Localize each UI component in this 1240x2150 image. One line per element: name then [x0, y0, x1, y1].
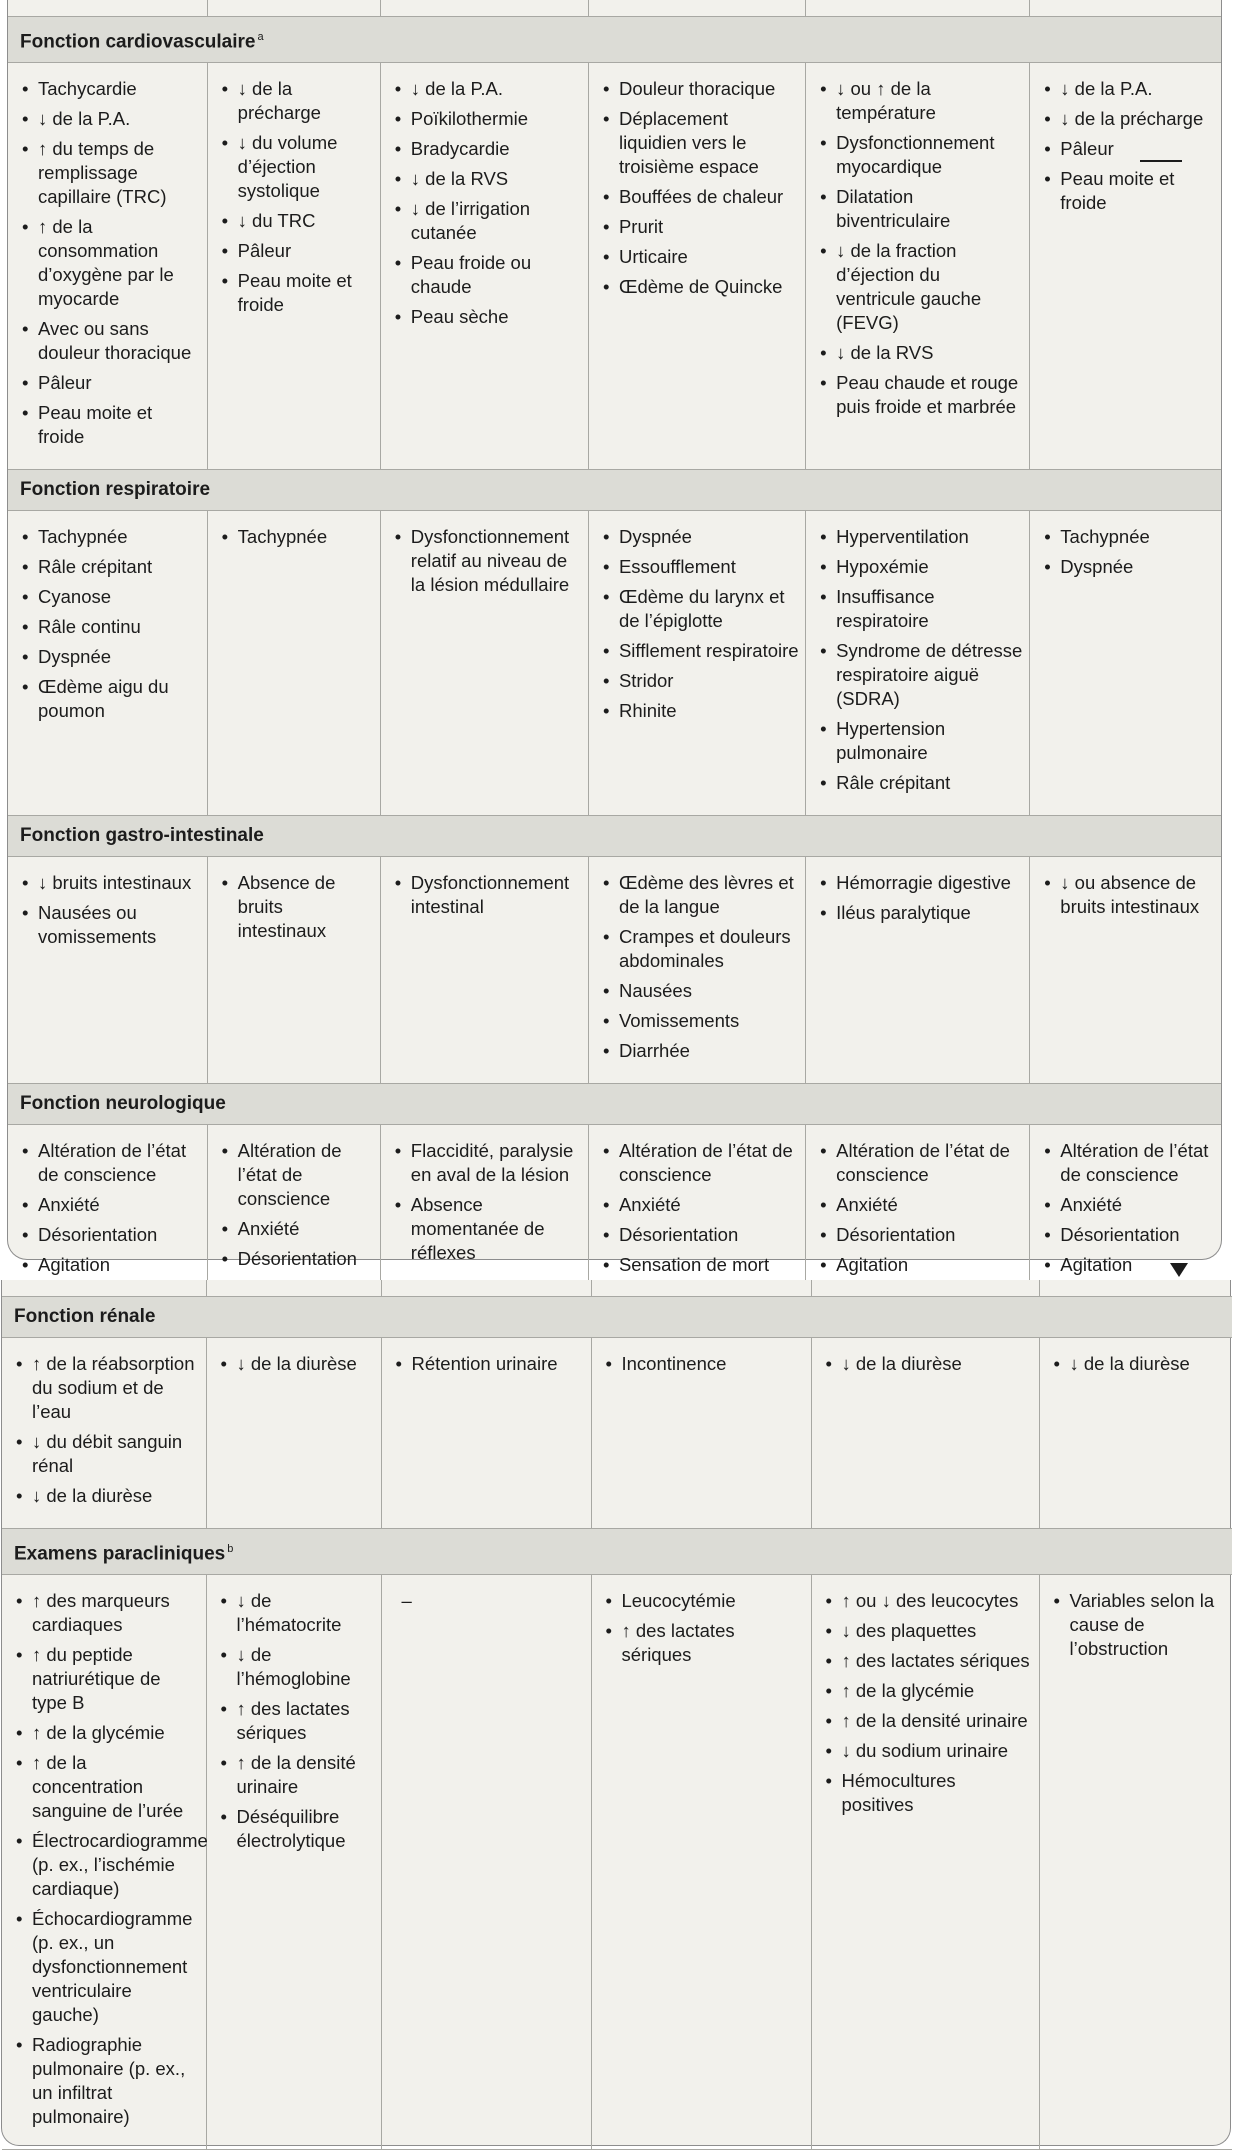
list-item: • Peau moite et froide [20, 401, 201, 449]
list-item: • Essoufflement [601, 555, 799, 579]
cell-renal-col-3 [381, 1338, 591, 1529]
list-item: • Incontinence [604, 1352, 805, 1376]
section-title: Fonction cardiovasculaire [20, 31, 256, 53]
bullet-list [818, 1139, 1023, 1277]
cell-gi-col-6 [1030, 857, 1221, 1084]
bullet-list [604, 1352, 805, 1376]
list-item: • ↓ du TRC [220, 209, 374, 233]
cell-resp-col-5 [806, 511, 1030, 816]
list-item: • ↓ de la diurèse [1052, 1352, 1227, 1376]
list-item: • Anxiété [1042, 1193, 1215, 1217]
list-item: • Hémorragie digestive [818, 871, 1023, 895]
table-part-1 [7, 0, 1222, 1276]
list-item: • Désorientation [818, 1223, 1023, 1247]
list-item: • Agitation [818, 1253, 1023, 1277]
list-item: • Œdème aigu du poumon [20, 675, 201, 723]
list-item: • Anxiété [220, 1217, 374, 1241]
list-item: • Cyanose [20, 585, 201, 609]
list-item: • Peau moite et froide [220, 269, 374, 317]
list-item: • ↓ bruits intestinaux [20, 871, 201, 895]
bullet-list [1042, 1139, 1215, 1277]
bullet-list [220, 871, 374, 943]
bullet-list [818, 525, 1023, 795]
list-item: • ↓ de la P.A. [393, 77, 582, 101]
list-item: • Tachycardie [20, 77, 201, 101]
cell-exams-col-3 [381, 1575, 591, 2150]
cell-cardio-col-5 [806, 63, 1030, 470]
cell-gi-col-3 [380, 857, 588, 1084]
row-resp [8, 511, 1221, 816]
bullet-list [1042, 77, 1215, 215]
list-item: • Anxiété [601, 1193, 799, 1217]
list-item: • Stridor [601, 669, 799, 693]
list-item: • Hémocultures positives [824, 1769, 1033, 1817]
list-item: • Bradycardie [393, 137, 582, 161]
bullet-list [220, 1139, 374, 1301]
shock-signs-table-top [8, 0, 1221, 1352]
list-item: • Dysfonctionnement myocardique [818, 131, 1023, 179]
bullet-list [818, 77, 1023, 419]
row-renal [2, 1338, 1232, 1529]
list-item: • Désorientation [1042, 1223, 1215, 1247]
footnote-marker: a [257, 31, 264, 43]
cell-exams-col-1 [2, 1575, 206, 2150]
bullet-list [604, 1589, 805, 1667]
section-title: Fonction gastro-intestinale [20, 825, 264, 847]
cell-renal-col-6 [1039, 1338, 1232, 1529]
list-item: • Agitation [1042, 1253, 1215, 1277]
list-item: • Leucocytémie [604, 1589, 805, 1613]
list-item: • Absence de bruits intestinaux [220, 871, 374, 943]
shock-signs-table-bottom [2, 1280, 1232, 2150]
cell-resp-col-4 [588, 511, 805, 816]
list-item: • ↓ de la RVS [393, 167, 582, 191]
bullet-list [393, 1139, 582, 1265]
cell-gi-col-1 [8, 857, 207, 1084]
cell-renal-col-1 [2, 1338, 206, 1529]
list-item: • Nausées ou vomissements [20, 901, 201, 949]
list-item: • Déplacement liquidien vers le troisième espace [601, 107, 799, 179]
list-item: • Œdème de Quincke [601, 275, 799, 299]
list-item: • ↑ de la concentration sanguine de l’urée [14, 1751, 200, 1823]
bullet-list [818, 871, 1023, 925]
cell-gi-col-4 [588, 857, 805, 1084]
list-item: • Variables selon la cause de l’obstruction [1052, 1589, 1227, 1661]
list-item: • Bouffées de chaleur [601, 185, 799, 209]
list-item: • Râle crépitant [20, 555, 201, 579]
list-item: • Prurit [601, 215, 799, 239]
list-item: • Pâleur [220, 239, 374, 263]
list-item: • Anxiété [818, 1193, 1023, 1217]
list-item: • Tachypnée [1042, 525, 1215, 549]
bullet-list [394, 1352, 585, 1376]
list-item: • Nausées [601, 979, 799, 1003]
list-item: • ↓ de l’irrigation cutanée [393, 197, 582, 245]
list-item: • ↓ de la fraction d’éjection du ventricule gauche (FEVG) [818, 239, 1023, 335]
continuation-arrow-icon [1170, 1263, 1188, 1277]
list-item: • ↓ du volume d’éjection systolique [220, 131, 374, 203]
list-item: • Rhinite [601, 699, 799, 723]
list-item: • Hyperventilation [818, 525, 1023, 549]
list-item: • Iléus paralytique [818, 901, 1023, 925]
list-item: • Pâleur [1042, 137, 1215, 161]
list-item: • ↓ de la diurèse [14, 1484, 200, 1508]
list-item: • ↓ du sodium urinaire [824, 1739, 1033, 1763]
list-item: • ↓ ou absence de bruits intestinaux [1042, 871, 1215, 919]
list-item: • ↑ de la glycémie [824, 1679, 1033, 1703]
list-item: • Tachypnée [220, 525, 374, 549]
bullet-list [824, 1352, 1033, 1376]
section-header-renal [2, 1297, 1232, 1338]
list-item: • ↓ de la diurèse [824, 1352, 1033, 1376]
list-item: • ↓ de la P.A. [1042, 77, 1215, 101]
bullet-list [20, 1139, 201, 1277]
section-title: Examens paracliniques [14, 1543, 226, 1565]
list-item: • Râle crépitant [818, 771, 1023, 795]
list-item: • Hypertension pulmonaire [818, 717, 1023, 765]
list-item: • Radiographie pulmonaire (p. ex., un infiltrat pulmonaire) [14, 2033, 200, 2129]
list-item: • Désorientation [601, 1223, 799, 1247]
list-item: • ↓ de la précharge [220, 77, 374, 125]
list-item: • Peau chaude et rouge puis froide et marbrée [818, 371, 1023, 419]
cell-renal-col-2 [206, 1338, 381, 1529]
list-item: • Dyspnée [20, 645, 201, 669]
bullet-list [601, 525, 799, 723]
row-gi [8, 857, 1221, 1084]
list-item: • Déséquilibre électrolytique [219, 1805, 375, 1853]
list-item: • Altération de l’état de conscience [818, 1139, 1023, 1187]
section-header-exams [2, 1529, 1232, 1575]
list-item: • ↑ des lactates sériques [604, 1619, 805, 1667]
cell-exams-col-4 [591, 1575, 811, 2150]
bullet-list [1042, 525, 1215, 579]
list-item: • Vomissements [601, 1009, 799, 1033]
cell-resp-col-2 [207, 511, 380, 816]
cell-cardio-col-4 [588, 63, 805, 470]
list-item: • Poïkilothermie [393, 107, 582, 131]
cell-cardio-col-1 [8, 63, 207, 470]
list-item: • Pâleur [20, 371, 201, 395]
cell-exams-col-2 [206, 1575, 381, 2150]
list-item: • Œdème des lèvres et de la langue [601, 871, 799, 919]
section-title: Fonction neurologique [20, 1093, 226, 1115]
list-item: • Râle continu [20, 615, 201, 639]
list-item: • ↑ des lactates sériques [824, 1649, 1033, 1673]
cell-renal-col-5 [811, 1338, 1039, 1529]
bullet-list [219, 1589, 375, 1853]
bullet-list [219, 1352, 375, 1376]
list-item: • Douleur thoracique [601, 77, 799, 101]
list-item: • Dysfonctionnement relatif au niveau de la lésion médullaire [393, 525, 582, 597]
list-item: • ↓ de la RVS [818, 341, 1023, 365]
section-title: Fonction rénale [14, 1306, 156, 1327]
list-item: • ↓ ou ↑ de la température [818, 77, 1023, 125]
list-item: • Altération de l’état de conscience [220, 1139, 374, 1211]
list-item: • ↓ de la précharge [1042, 107, 1215, 131]
list-item: • ↑ des marqueurs cardiaques [14, 1589, 200, 1637]
list-item: • ↑ du peptide natriurétique de type B [14, 1643, 200, 1715]
table-continuation-stub [8, 0, 1221, 17]
list-item: • Dysfonctionnement intestinal [393, 871, 582, 919]
section-header-neuro [8, 1084, 1221, 1125]
table-continuation-stub [2, 1280, 1232, 1297]
bullet-list [393, 525, 582, 597]
list-item: • ↓ de l’hématocrite [219, 1589, 375, 1637]
section-title: Fonction respiratoire [20, 479, 211, 501]
list-item: • ↓ de la diurèse [219, 1352, 375, 1376]
cell-cardio-col-6 [1030, 63, 1221, 470]
bullet-list [393, 871, 582, 919]
list-item: • Crampes et douleurs abdominales [601, 925, 799, 973]
bullet-list [220, 77, 374, 317]
list-item: • Peau froide ou chaude [393, 251, 582, 299]
list-item: • ↑ de la réabsorption du sodium et de l’eau [14, 1352, 200, 1424]
list-item: • Dyspnée [601, 525, 799, 549]
bullet-list [601, 871, 799, 1063]
list-item: • ↑ des lactates sériques [219, 1697, 375, 1745]
bullet-list [220, 525, 374, 549]
table-part-2 [1, 1280, 1231, 2146]
cell-resp-col-3 [380, 511, 588, 816]
cell-renal-col-4 [591, 1338, 811, 1529]
cell-cardio-col-3 [380, 63, 588, 470]
list-item: • Syndrome de détresse respiratoire aiguë (SDRA) [818, 639, 1023, 711]
list-item: • ↑ de la glycémie [14, 1721, 200, 1745]
bullet-list [20, 525, 201, 723]
list-item: • ↓ des plaquettes [824, 1619, 1033, 1643]
list-item: • Insuffisance respiratoire [818, 585, 1023, 633]
cell-exams-col-5 [811, 1575, 1039, 2150]
bullet-list [393, 77, 582, 329]
bullet-list [1052, 1589, 1227, 1661]
list-item: • Sensation de mort [601, 1253, 799, 1301]
list-item: • ↑ de la densité urinaire [219, 1751, 375, 1799]
cell-resp-col-1 [8, 511, 207, 816]
list-item: • Désorientation [20, 1223, 201, 1247]
list-item: • Œdème du larynx et de l’épiglotte [601, 585, 799, 633]
list-item: • Peau moite et froide [1042, 167, 1215, 215]
list-item: • Sifflement respiratoire [601, 639, 799, 663]
list-item: • Urticaire [601, 245, 799, 269]
list-item: • Flaccidité, paralysie en aval de la lésion [393, 1139, 582, 1187]
list-item: • Avec ou sans douleur thoracique [20, 317, 201, 365]
section-header-resp [8, 470, 1221, 511]
list-item: • Désorientation [220, 1247, 374, 1271]
list-item: • ↑ de la densité urinaire [824, 1709, 1033, 1733]
list-item: • Altération de l’état de conscience [1042, 1139, 1215, 1187]
section-header-gi [8, 816, 1221, 857]
list-item: • Altération de l’état de conscience [601, 1139, 799, 1187]
bullet-list [14, 1352, 200, 1508]
overline-mark [1140, 160, 1182, 162]
list-item: • Anxiété [20, 1193, 201, 1217]
empty-cell-mark: – [401, 1590, 412, 1612]
list-item: • Agitation [20, 1253, 201, 1277]
section-header-cardio [8, 17, 1221, 63]
list-item: • Tachypnée [20, 525, 201, 549]
cell-cardio-col-2 [207, 63, 380, 470]
list-item: • ↑ ou ↓ des leucocytes [824, 1589, 1033, 1613]
cell-exams-col-6 [1039, 1575, 1232, 2150]
bullet-list [20, 871, 201, 949]
list-item: • ↑ de la consommation d’oxygène par le myocarde [20, 215, 201, 311]
list-item: • Absence momentanée de réflexes [393, 1193, 582, 1265]
list-item: • ↓ de l’hémoglobine [219, 1643, 375, 1691]
footnote-marker: b [227, 1543, 234, 1555]
list-item: • ↑ du temps de remplissage capillaire (TRC) [20, 137, 201, 209]
bullet-list [20, 77, 201, 449]
list-item: • Électrocardiogramme (p. ex., l’ischémie cardiaque) [14, 1829, 200, 1901]
list-item: • Hypoxémie [818, 555, 1023, 579]
bullet-list [14, 1589, 208, 2129]
list-item: • Altération de l’état de conscience [20, 1139, 201, 1187]
bullet-list [824, 1589, 1033, 1817]
list-item: • ↓ du débit sanguin rénal [14, 1430, 200, 1478]
list-item: • Échocardiogramme (p. ex., un dysfonctionnement ventriculaire gauche) [14, 1907, 200, 2027]
list-item: • Diarrhée [601, 1039, 799, 1063]
cell-gi-col-2 [207, 857, 380, 1084]
cell-resp-col-6 [1030, 511, 1221, 816]
list-item: • Rétention urinaire [394, 1352, 585, 1376]
list-item: • ↓ de la P.A. [20, 107, 201, 131]
list-item: • Dilatation biventriculaire [818, 185, 1023, 233]
cell-gi-col-5 [806, 857, 1030, 1084]
bullet-list [1042, 871, 1215, 919]
row-cardio [8, 63, 1221, 470]
bullet-list [1052, 1352, 1227, 1376]
list-item: • Peau sèche [393, 305, 582, 329]
list-item: • Dyspnée [1042, 555, 1215, 579]
row-exams [2, 1575, 1232, 2150]
bullet-list [601, 77, 799, 299]
